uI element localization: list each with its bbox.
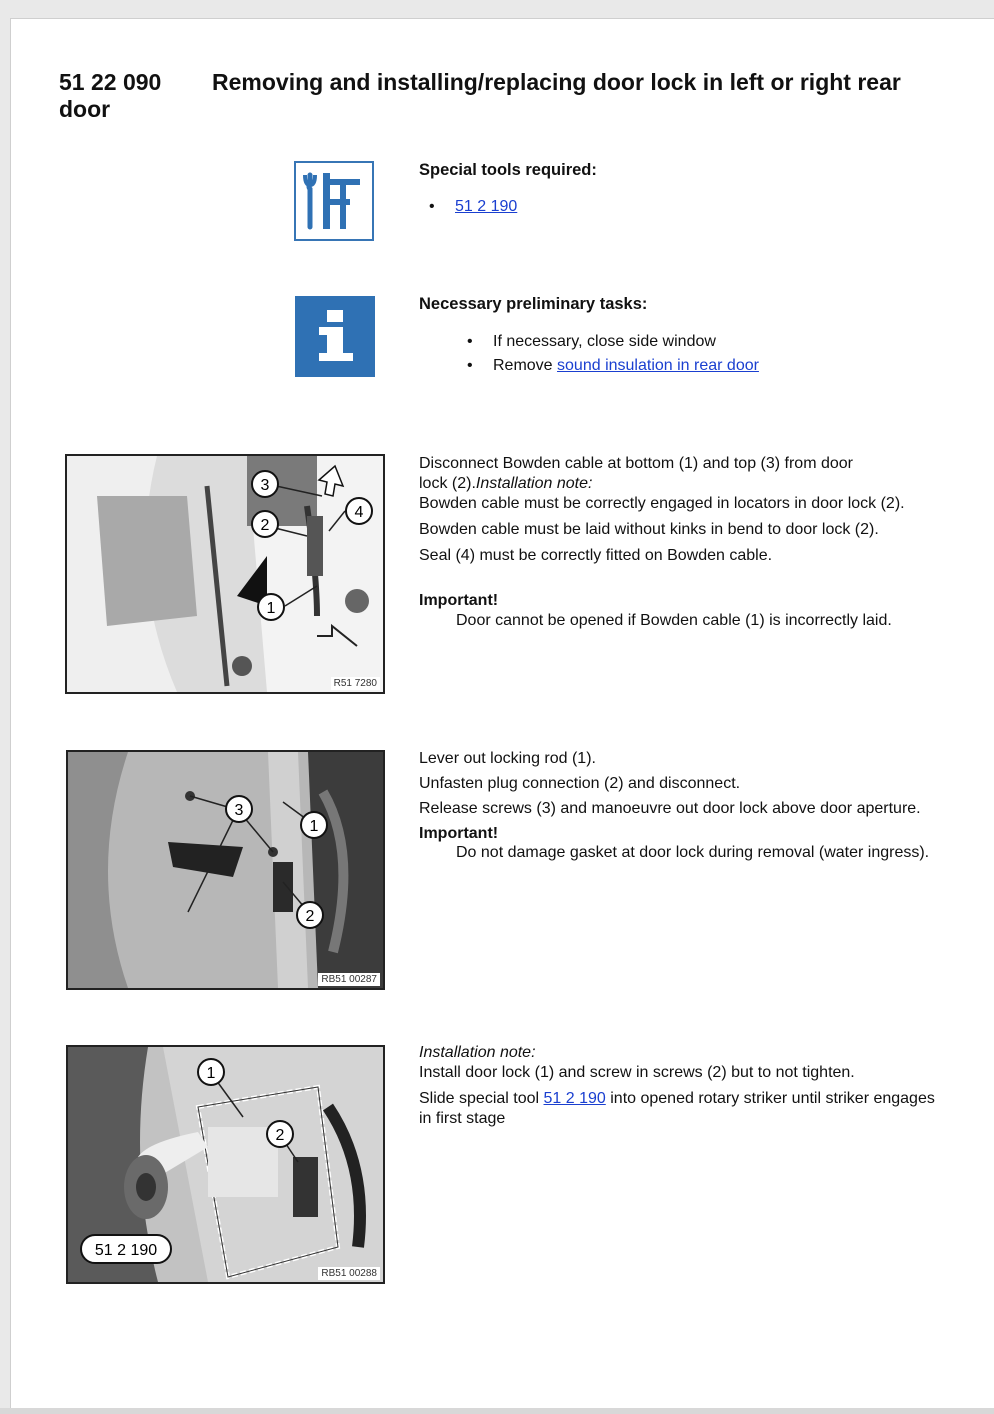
step1-line4: Bowden cable must be laid without kinks in bend to door lock (2). <box>419 521 879 538</box>
step1-text <box>419 454 905 631</box>
document-number: 51 22 090 <box>59 69 162 95</box>
bullet: • <box>467 333 473 350</box>
step3-text <box>419 1043 935 1129</box>
figure-code: RB51 00288 <box>318 1267 380 1280</box>
step2-line1: Lever out locking rod (1). <box>419 750 596 767</box>
important-label: Important! <box>419 592 499 609</box>
step3-line1: Install door lock (1) and screw in screws (2) but to not tighten. <box>419 1064 855 1081</box>
step3-line2 <box>419 1089 935 1109</box>
figure-code: R51 7280 <box>331 677 380 690</box>
preliminary-item-2-text: Remove <box>493 357 558 374</box>
callout-3: 3 <box>234 802 244 819</box>
step3-line2-text: Slide special tool <box>419 1090 544 1107</box>
callout-1: 1 <box>266 600 276 617</box>
special-tools-heading: Special tools required: <box>419 161 597 179</box>
preliminary-item-1 <box>467 330 716 354</box>
callout-2: 2 <box>275 1127 285 1144</box>
tool-callout: 51 2 190 <box>94 1242 158 1259</box>
preliminary-item-1-text: If necessary, close side window <box>493 333 716 350</box>
preliminary-heading: Necessary preliminary tasks: <box>419 295 648 313</box>
installation-note-label: Installation note: <box>419 1044 536 1061</box>
step2-text <box>419 749 929 862</box>
figure-code: RB51 00287 <box>318 973 380 986</box>
info-icon <box>295 296 375 377</box>
step3-line2-text-end: into opened rotary striker until striker engages <box>605 1090 935 1107</box>
callout-1: 1 <box>206 1065 216 1082</box>
step2-line2: Unfasten plug connection (2) and disconnect. <box>419 775 741 792</box>
callout-4: 4 <box>354 504 364 521</box>
step1-line1: Disconnect Bowden cable at bottom (1) and top (3) from door <box>419 455 853 472</box>
bottom-edge <box>0 1408 994 1414</box>
callout-1: 1 <box>309 818 319 835</box>
figure-bowden-cable <box>65 454 385 694</box>
important-label: Important! <box>419 825 499 842</box>
important-text: Do not damage gasket at door lock during removal (water ingress). <box>456 844 930 861</box>
step3-line3: in first stage <box>419 1110 506 1127</box>
sound-insulation-link[interactable]: sound insulation in rear door <box>557 357 759 374</box>
document-title-continued: door <box>59 96 111 122</box>
step1-line2-text: lock (2). <box>419 475 476 492</box>
document-page <box>10 18 994 1409</box>
special-tool-link[interactable]: 51 2 190 <box>543 1090 606 1107</box>
step2-line3: Release screws (3) and manoeuvre out door lock above door aperture. <box>419 800 921 817</box>
callout-2: 2 <box>260 517 270 534</box>
figure-door-lock-installation <box>66 1045 385 1284</box>
special-tool-link[interactable]: 51 2 190 <box>455 198 518 215</box>
preliminary-item-2 <box>467 354 759 378</box>
step1-line5: Seal (4) must be correctly fitted on Bowden cable. <box>419 547 773 564</box>
special-tool-item <box>429 195 517 219</box>
document-title: Removing and installing/replacing door lock in left or right rear <box>212 69 901 95</box>
step1-line3: Bowden cable must be correctly engaged in locators in door lock (2). <box>419 495 905 512</box>
tools-icon <box>294 161 374 241</box>
important-text: Door cannot be opened if Bowden cable (1) is incorrectly laid. <box>456 612 892 629</box>
bullet: • <box>429 198 435 215</box>
bullet: • <box>467 357 473 374</box>
callout-2: 2 <box>305 908 315 925</box>
callout-3: 3 <box>260 477 270 494</box>
figure-door-lock-removal <box>66 750 385 990</box>
step1-line2 <box>419 474 905 494</box>
installation-note-label: Installation note: <box>475 475 593 492</box>
